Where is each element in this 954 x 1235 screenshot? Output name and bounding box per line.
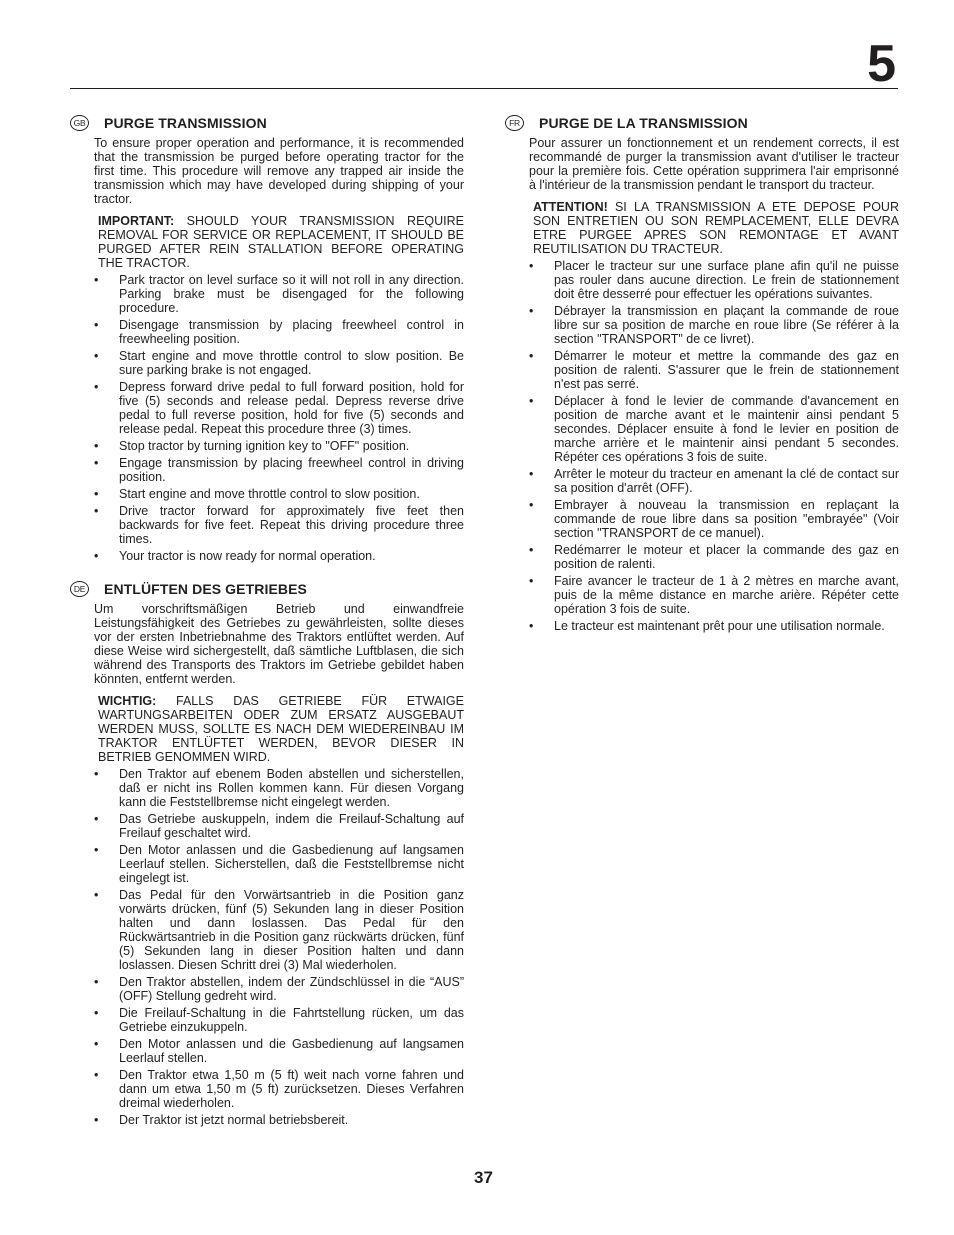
section-title: PURGE TRANSMISSION: [104, 115, 267, 131]
language-badge-gb: GB: [70, 115, 89, 131]
procedure-step: [94, 456, 464, 484]
procedure-step: [94, 439, 464, 453]
step-text: Stop tractor by turning ignition key to "OFF" position.: [119, 439, 410, 453]
right-column: [505, 113, 899, 649]
step-text: Disengage transmission by placing freewheel control in freewheeling position.: [119, 318, 464, 346]
bullet-marker: •: [94, 1113, 99, 1127]
page-number: 37: [474, 1168, 493, 1187]
bullet-marker: •: [529, 259, 534, 273]
bullet-marker: •: [529, 498, 534, 512]
procedure-step: [94, 487, 464, 501]
step-text: Den Motor anlassen und die Gasbedienung auf langsamen Leerlauf stellen.: [119, 1037, 464, 1065]
procedure-step: [94, 273, 464, 315]
step-text: Die Freilauf-Schaltung in die Fahrtstellung rücken, um das Getriebe einzukuppeln.: [119, 1006, 464, 1034]
note-text: SI LA TRANSMISSION A ETE DEPOSE POUR SON ENTRETIEN OU SON REMPLACEMENT, ELLE DEVRA ETRE PURGEE APRES SON REMONTAGE ET AVANT REUTILISATION DU TRACTEUR.: [533, 200, 899, 256]
step-text: Démarrer le moteur et mettre la commande des gaz en position de ralenti. S'assurer que le frein de stationnement n'est pas serré.: [554, 349, 899, 391]
procedure-step: [529, 619, 899, 633]
step-text: Redémarrer le moteur et placer la commande des gaz en position de ralenti.: [554, 543, 899, 571]
procedure-steps: [529, 259, 899, 633]
bullet-marker: •: [529, 467, 534, 481]
procedure-step: [94, 812, 464, 840]
procedure-step: [94, 504, 464, 546]
procedure-step: [529, 574, 899, 616]
bullet-marker: •: [94, 888, 99, 902]
bullet-marker: •: [94, 487, 99, 501]
section-fr: [505, 113, 899, 633]
important-note: [98, 694, 464, 764]
bullet-marker: •: [529, 619, 534, 633]
header-rule: [70, 88, 898, 89]
step-text: Das Pedal für den Vorwärtsantrieb in die Position ganz vorwärts drücken, fünf (5) Sekunden lang in dieser Position halten und dann loslassen. Das Pedal für den Rückwärtsantrieb in die Position ganz rückwärts drücken, fünf (5) Sekunden lang in dieser Position halten und dann loslassen. Diesen Schritt drei (3) Mal wiederholen.: [119, 888, 464, 972]
procedure-step: [94, 1068, 464, 1110]
step-text: Drive tractor forward for approximately five feet then backwards for five feet. Repeat this driving procedure three times.: [119, 504, 464, 546]
note-text: SHOULD YOUR TRANSMISSION REQUIRE REMOVAL FOR SERVICE OR REPLACEMENT, IT SHOULD BE PURGED AFTER REIN STALLATION BEFORE OPERATING THE TRACTOR.: [98, 214, 464, 270]
procedure-step: [94, 767, 464, 809]
step-text: Der Traktor ist jetzt normal betriebsbereit.: [119, 1113, 349, 1127]
procedure-step: [94, 843, 464, 885]
procedure-step: [529, 467, 899, 495]
chapter-number: 5: [867, 35, 896, 93]
note-label: WICHTIG:: [98, 694, 157, 708]
bullet-marker: •: [94, 456, 99, 470]
bullet-marker: •: [94, 318, 99, 332]
step-text: Your tractor is now ready for normal operation.: [119, 549, 376, 563]
bullet-marker: •: [94, 843, 99, 857]
procedure-step: [529, 543, 899, 571]
procedure-step: [529, 304, 899, 346]
language-badge-fr: FR: [505, 115, 524, 131]
section-de: [70, 579, 464, 1127]
bullet-marker: •: [529, 394, 534, 408]
intro-paragraph: Um vorschriftsmäßigen Betrieb und einwandfreie Leistungsfähigkeit des Getriebes zu gewährleisten, sollte dieses vor der ersten Inbetriebnahme des Traktors entlüftet werden. Auf diese Weise wird sichergestellt, daß sämtliche Luftblasen, die sich während des Transports des Traktors im Getriebe gebildet haben könnten, entfernt werden.: [94, 602, 464, 686]
section-gb: [70, 113, 464, 563]
section-heading: [70, 113, 464, 133]
step-text: Start engine and move throttle control to slow position. Be sure parking brake is not engaged.: [119, 349, 464, 377]
step-text: Start engine and move throttle control to slow position.: [119, 487, 420, 501]
bullet-marker: •: [94, 549, 99, 563]
bullet-marker: •: [94, 504, 99, 518]
step-text: Das Getriebe auskuppeln, indem die Freilauf-Schaltung auf Freilauf geschaltet wird.: [119, 812, 464, 840]
bullet-marker: •: [94, 439, 99, 453]
bullet-marker: •: [529, 349, 534, 363]
step-text: Faire avancer le tracteur de 1 à 2 mètres en marche avant, puis de la même distance en marche arière. Répéter cette opération 3 fois de suite.: [554, 574, 899, 616]
left-column: [70, 113, 464, 1143]
bullet-marker: •: [94, 767, 99, 781]
step-text: Den Motor anlassen und die Gasbedienung auf langsamen Leerlauf stellen. Sicherstellen, daß die Feststellbremse nicht eingelegt ist.: [119, 843, 464, 885]
bullet-marker: •: [94, 273, 99, 287]
step-text: Den Traktor abstellen, indem der Zündschlüssel in die “AUS” (OFF) Stellung gedreht wird.: [119, 975, 464, 1003]
procedure-step: [529, 349, 899, 391]
procedure-step: [529, 259, 899, 301]
section-title: ENTLÜFTEN DES GETRIEBES: [104, 581, 307, 597]
section-title: PURGE DE LA TRANSMISSION: [539, 115, 748, 131]
step-text: Den Traktor etwa 1,50 m (5 ft) weit nach vorne fahren und dann um etwa 1,50 m (5 ft) zurücksetzen. Dieses Verfahren dreimal wiederholen.: [119, 1068, 464, 1110]
step-text: Placer le tracteur sur une surface plane afin qu'il ne puisse pas rouler dans aucune direction. Le frein de stationnement doit être desserré pour effectuer les opérations suivantes.: [554, 259, 899, 301]
procedure-step: [94, 549, 464, 563]
step-text: Engage transmission by placing freewheel control in driving position.: [119, 456, 464, 484]
step-text: Débrayer la transmission en plaçant la commande de roue libre sur sa position de marche en roue libre (Se référer à la section "TRANSPORT" de ce livret).: [554, 304, 899, 346]
procedure-step: [94, 1006, 464, 1034]
bullet-marker: •: [94, 349, 99, 363]
bullet-marker: •: [529, 304, 534, 318]
procedure-steps: [94, 767, 464, 1127]
important-note: [98, 214, 464, 270]
bullet-marker: •: [529, 574, 534, 588]
procedure-step: [94, 318, 464, 346]
procedure-steps: [94, 273, 464, 563]
step-text: Arrêter le moteur du tracteur en amenant la clé de contact sur sa position d'arrêt (OFF).: [554, 467, 899, 495]
note-text: FALLS DAS GETRIEBE FÜR ETWAIGE WARTUNGSARBEITEN ODER ZUM ERSATZ AUSGEBAUT WERDEN MUSS, SOLLTE ES NACH DEM WIEDEREINBAU IM TRAKTOR ENTLÜFTET WERDEN, BEVOR DIESER IN BETRIEB GENOMMEN WIRD.: [98, 694, 464, 764]
procedure-step: [94, 975, 464, 1003]
bullet-marker: •: [529, 543, 534, 557]
section-heading: [70, 579, 464, 599]
procedure-step: [94, 888, 464, 972]
procedure-step: [94, 1113, 464, 1127]
bullet-marker: •: [94, 380, 99, 394]
step-text: Embrayer à nouveau la transmission en replaçant la commande de roue libre dans sa position "embrayée" (Voir section "TRANSPORT de ce manuel).: [554, 498, 899, 540]
bullet-marker: •: [94, 1006, 99, 1020]
bullet-marker: •: [94, 812, 99, 826]
step-text: Den Traktor auf ebenem Boden abstellen und sicherstellen, daß er nicht ins Rollen kommen kann. Für diesen Vorgang kann die Feststellbremse nicht eingelegt werden.: [119, 767, 464, 809]
step-text: Park tractor on level surface so it will not roll in any direction. Parking brake must be disengaged for the following procedure.: [119, 273, 464, 315]
bullet-marker: •: [94, 1037, 99, 1051]
bullet-marker: •: [94, 975, 99, 989]
step-text: Déplacer à fond le levier de commande d'avancement en position de marche avant et le maintenir ainsi pendant 5 secondes. Déplacer ensuite à fond le levier en position de marche arrière et le maintenir ainsi pendant 5 secondes. Répéter ces opérations 3 fois de suite.: [554, 394, 899, 464]
note-label: ATTENTION!: [533, 200, 608, 214]
note-label: IMPORTANT:: [98, 214, 175, 228]
intro-paragraph: To ensure proper operation and performance, it is recommended that the transmission be purged before operating tractor for the first time. This procedure will remove any trapped air inside the transmission which may have developed during shipping of your tractor.: [94, 136, 464, 206]
language-badge-de: DE: [70, 581, 89, 597]
section-heading: [505, 113, 899, 133]
intro-paragraph: Pour assurer un fonctionnement et un rendement corrects, il est recommandé de purger la transmission avant d'utiliser le tracteur pour la première fois. Cette opération supprimera l'air emprisonné à l'intérieur de la transmission pendant le transport du tracteur.: [529, 136, 899, 192]
step-text: Depress forward drive pedal to full forward position, hold for five (5) seconds and release pedal. Depress reverse drive pedal to full reverse position, hold for five (5) seconds and release pedal. Repeat this procedure three (3) times.: [119, 380, 464, 436]
step-text: Le tracteur est maintenant prêt pour une utilisation normale.: [554, 619, 885, 633]
procedure-step: [94, 349, 464, 377]
procedure-step: [529, 394, 899, 464]
important-note: [533, 200, 899, 256]
bullet-marker: •: [94, 1068, 99, 1082]
procedure-step: [529, 498, 899, 540]
procedure-step: [94, 1037, 464, 1065]
procedure-step: [94, 380, 464, 436]
